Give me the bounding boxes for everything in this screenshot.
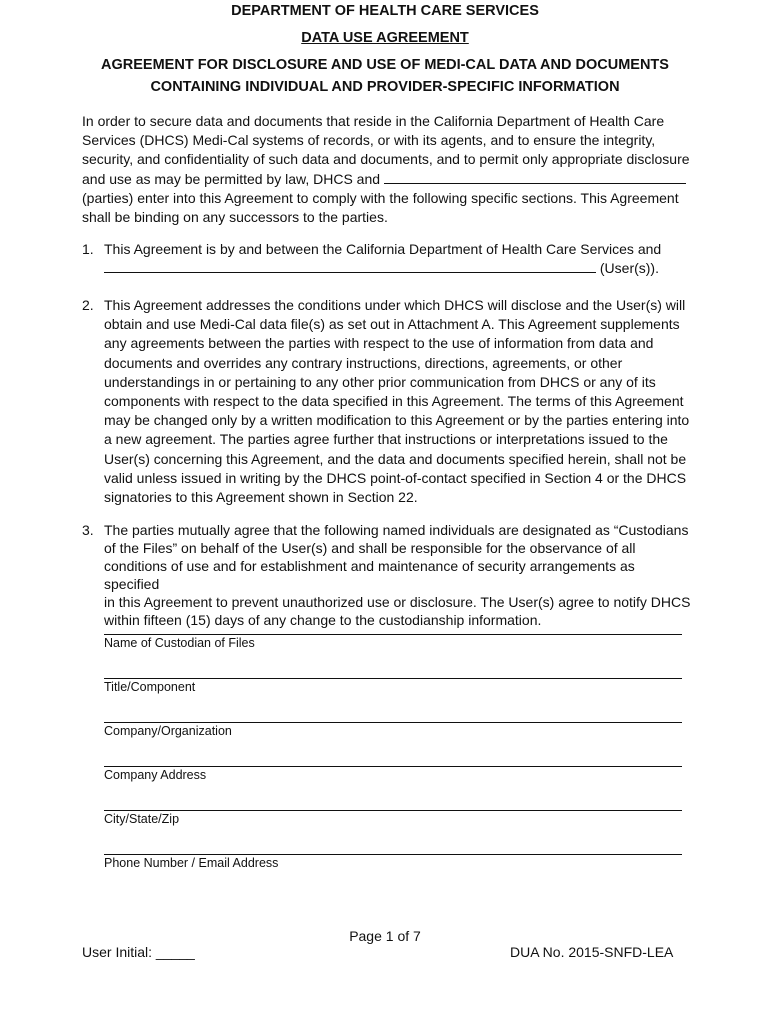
section-3-line: within fifteen (15) days of any change to the custodianship information. — [104, 612, 542, 628]
intro-line: (parties) enter into this Agreement to comply with the following specific sections. This Agreement — [82, 189, 679, 206]
intro-line: In order to secure data and documents that reside in the California Department of Health Care — [82, 113, 665, 129]
section-3-number: 3. — [82, 522, 94, 538]
section-2-line: a new agreement. The parties agree further that instructions or interpretations issued to the — [104, 431, 668, 448]
section-3-line: The parties mutually agree that the following named individuals are designated as “Custodians — [104, 522, 689, 538]
custodian-title-line[interactable] — [104, 678, 682, 679]
section-2-number: 2. — [82, 297, 94, 313]
page-number: Page 1 of 7 — [349, 928, 421, 944]
custodian-address-line[interactable] — [104, 766, 682, 767]
section-1-line: This Agreement is by and between the California Department of Health Care Services and — [104, 241, 662, 257]
custodian-name-label: Name of Custodian of Files — [104, 636, 255, 650]
dua-number: DUA No. 2015-SNFD-LEA — [510, 944, 674, 960]
intro-line: security, and confidentiality of such data and documents, and to permit only appropriate disclosure — [82, 151, 690, 168]
agreement-title-line-2: CONTAINING INDIVIDUAL AND PROVIDER-SPECIFIC INFORMATION — [150, 79, 620, 95]
section-2-line: components with respect to the data specified in this Agreement. The terms of this Agreement — [104, 393, 684, 410]
section-2-line: This Agreement addresses the conditions under which DHCS will disclose and the User(s) will — [104, 297, 686, 313]
user-initial-field[interactable]: User Initial: _____ — [82, 944, 195, 960]
intro-line-prefix: and use as may be permitted by law, DHCS and — [82, 170, 381, 187]
section-2-line: obtain and use Medi-Cal data file(s) as set out in Attachment A. This Agreement supplements — [104, 316, 680, 333]
section-3-text — [104, 521, 692, 629]
section-2-text — [104, 296, 692, 507]
section-2-line: signatories to this Agreement shown in Section 22. — [104, 489, 418, 506]
custodian-title-label: Title/Component — [104, 680, 196, 694]
party-name-blank[interactable] — [384, 170, 686, 184]
custodian-company-line[interactable] — [104, 722, 682, 723]
section-3-line: conditions of use and for establishment and maintenance of security arrangements as specified — [104, 558, 635, 592]
custodian-city-line[interactable] — [104, 810, 682, 811]
intro-line: shall be binding on any successors to the parties. — [82, 209, 388, 226]
section-2-line: valid unless issued in writing by the DHCS point-of-contact specified in Section 4 or the DHCS — [104, 469, 687, 486]
section-2-line: may be changed only by a written modification to this Agreement or by the parties entering into — [104, 412, 690, 429]
custodian-address-label: Company Address — [104, 768, 207, 782]
agreement-type-heading — [0, 30, 770, 46]
intro-paragraph — [82, 112, 692, 227]
section-3-line: in this Agreement to prevent unauthorized use or disclosure. The User(s) agree to notify DHCS — [104, 594, 691, 610]
section-1-user-line — [104, 259, 692, 278]
custodian-name-line[interactable] — [104, 634, 682, 635]
section-2-line: User(s) concerning this Agreement, and the data and documents specified herein, shall not be — [104, 450, 687, 467]
intro-line: Services (DHCS) Medi-Cal systems of records, or with its agents, and to ensure the integrity, — [82, 132, 656, 149]
custodian-company-label: Company/Organization — [104, 724, 232, 738]
intro-line-with-blank — [82, 170, 692, 189]
section-3-line: of the Files” on behalf of the User(s) and shall be responsible for the observance of all — [104, 540, 636, 556]
section-2-line: understandings in or pertaining to any other prior communication from DHCS or any of its — [104, 373, 656, 390]
custodian-contact-line[interactable] — [104, 854, 682, 855]
section-2-line: documents and overrides any contrary instructions, directions, agreements, or other — [104, 354, 623, 371]
section-1-text — [104, 240, 692, 278]
user-suffix: (User(s)). — [599, 260, 659, 277]
custodian-city-label: City/State/Zip — [104, 812, 180, 826]
section-1-number: 1. — [82, 241, 94, 257]
agreement-title-line-1: AGREEMENT FOR DISCLOSURE AND USE OF MEDI-CAL DATA AND DOCUMENTS — [101, 57, 669, 73]
user-name-blank[interactable] — [104, 259, 596, 273]
custodian-contact-label: Phone Number / Email Address — [104, 856, 279, 870]
section-2-line: any agreements between the parties with respect to the use of information from data and — [104, 335, 654, 352]
agreement-type-text: DATA USE AGREEMENT — [301, 30, 469, 46]
department-heading: DEPARTMENT OF HEALTH CARE SERVICES — [231, 3, 539, 19]
